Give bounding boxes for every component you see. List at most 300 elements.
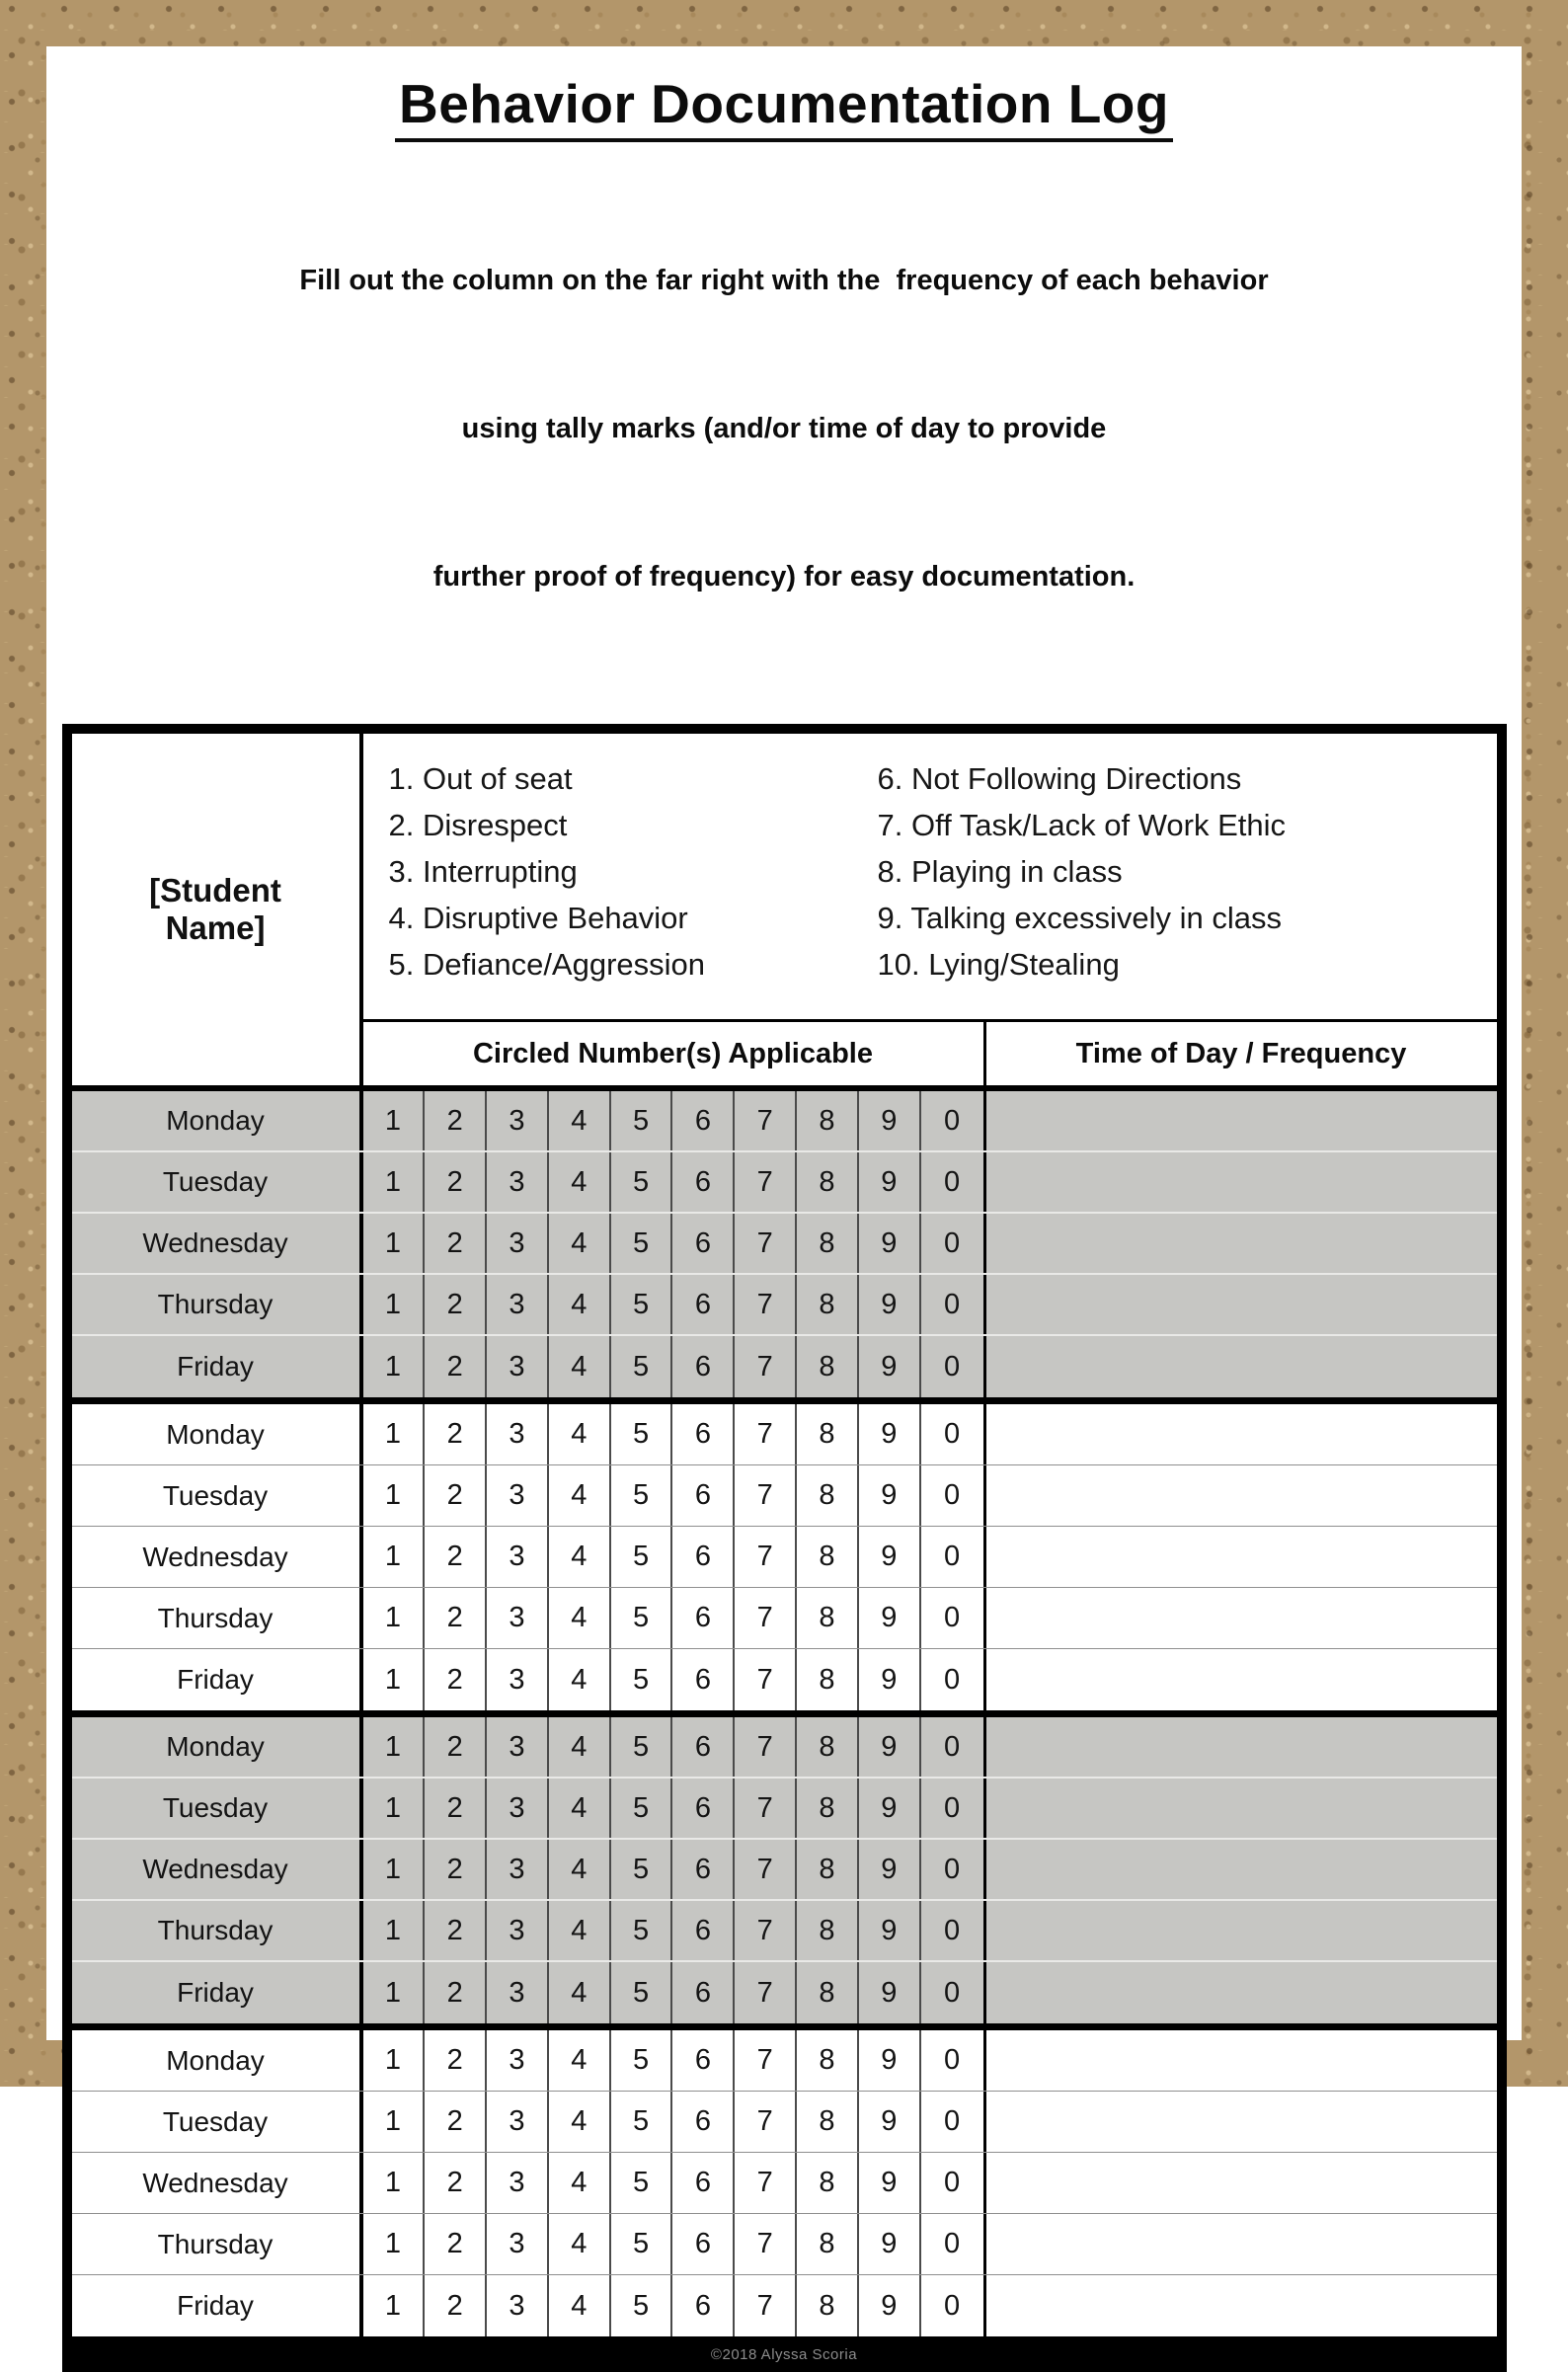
circle-number-4[interactable]: 4 bbox=[549, 1404, 611, 1464]
circle-number-2[interactable]: 2 bbox=[425, 2092, 487, 2152]
circle-number-7[interactable]: 7 bbox=[735, 1465, 797, 1526]
circle-number-0[interactable]: 0 bbox=[921, 1465, 983, 1526]
circle-number-8[interactable]: 8 bbox=[797, 1779, 859, 1838]
circle-number-9[interactable]: 9 bbox=[859, 2214, 921, 2274]
circle-number-3[interactable]: 3 bbox=[487, 1404, 549, 1464]
circled-numbers-cell bbox=[363, 1404, 986, 1464]
circle-number-9[interactable]: 9 bbox=[859, 2092, 921, 2152]
day-label: Thursday bbox=[72, 1901, 363, 1960]
behavior-list-left bbox=[389, 755, 878, 1019]
behavior-item: 2. Disrespect bbox=[389, 802, 878, 848]
circle-number-4[interactable]: 4 bbox=[549, 1717, 611, 1777]
day-label: Tuesday bbox=[72, 1465, 363, 1526]
circle-number-8[interactable]: 8 bbox=[797, 2153, 859, 2213]
circle-number-9[interactable]: 9 bbox=[859, 1404, 921, 1464]
circle-number-5[interactable]: 5 bbox=[611, 1527, 673, 1587]
circle-number-8[interactable]: 8 bbox=[797, 2275, 859, 2336]
circle-number-0[interactable]: 0 bbox=[921, 1152, 983, 1212]
frequency-cell[interactable] bbox=[986, 2214, 1497, 2274]
circle-number-4[interactable]: 4 bbox=[549, 1275, 611, 1334]
circle-number-1[interactable]: 1 bbox=[363, 1717, 426, 1777]
circle-number-7[interactable]: 7 bbox=[735, 1779, 797, 1838]
circle-number-6[interactable]: 6 bbox=[672, 2214, 735, 2274]
circle-number-2[interactable]: 2 bbox=[425, 1962, 487, 2023]
circle-number-0[interactable]: 0 bbox=[921, 1962, 983, 2023]
day-row bbox=[72, 1091, 1497, 1152]
circle-number-6[interactable]: 6 bbox=[672, 1214, 735, 1273]
circle-number-1[interactable]: 1 bbox=[363, 1962, 426, 2023]
circle-number-4[interactable]: 4 bbox=[549, 2214, 611, 2274]
circle-number-5[interactable]: 5 bbox=[611, 1901, 673, 1960]
behavior-item: 1. Out of seat bbox=[389, 755, 878, 802]
circle-number-5[interactable]: 5 bbox=[611, 2153, 673, 2213]
day-row bbox=[72, 1527, 1497, 1588]
frequency-cell[interactable] bbox=[986, 1214, 1497, 1273]
circle-number-4[interactable]: 4 bbox=[549, 1779, 611, 1838]
circle-number-6[interactable]: 6 bbox=[672, 1152, 735, 1212]
circle-number-9[interactable]: 9 bbox=[859, 1962, 921, 2023]
circle-number-4[interactable]: 4 bbox=[549, 1840, 611, 1899]
circle-number-0[interactable]: 0 bbox=[921, 2275, 983, 2336]
circle-number-5[interactable]: 5 bbox=[611, 1717, 673, 1777]
circle-number-3[interactable]: 3 bbox=[487, 2092, 549, 2152]
circle-number-5[interactable]: 5 bbox=[611, 2030, 673, 2091]
frequency-cell[interactable] bbox=[986, 1901, 1497, 1960]
frequency-cell[interactable] bbox=[986, 1091, 1497, 1150]
day-label: Wednesday bbox=[72, 1840, 363, 1899]
frequency-cell[interactable] bbox=[986, 1527, 1497, 1587]
instructions-text bbox=[46, 157, 1522, 700]
frequency-cell[interactable] bbox=[986, 1152, 1497, 1212]
circle-number-2[interactable]: 2 bbox=[425, 1588, 487, 1648]
circled-numbers-cell bbox=[363, 1336, 986, 1397]
circle-number-7[interactable]: 7 bbox=[735, 2030, 797, 2091]
frequency-cell[interactable] bbox=[986, 2030, 1497, 2091]
circle-number-2[interactable]: 2 bbox=[425, 2275, 487, 2336]
frequency-cell[interactable] bbox=[986, 1275, 1497, 1334]
circle-number-5[interactable]: 5 bbox=[611, 2275, 673, 2336]
day-row bbox=[72, 2092, 1497, 2153]
week-block-1 bbox=[72, 1091, 1497, 1404]
circle-number-7[interactable]: 7 bbox=[735, 1717, 797, 1777]
day-label: Wednesday bbox=[72, 1214, 363, 1273]
circled-numbers-cell bbox=[363, 1152, 986, 1212]
circle-number-0[interactable]: 0 bbox=[921, 1336, 983, 1397]
table-header bbox=[72, 734, 1497, 1091]
circle-number-5[interactable]: 5 bbox=[611, 1404, 673, 1464]
circle-number-0[interactable]: 0 bbox=[921, 1901, 983, 1960]
circle-number-5[interactable]: 5 bbox=[611, 1091, 673, 1150]
circle-number-0[interactable]: 0 bbox=[921, 1527, 983, 1587]
circle-number-7[interactable]: 7 bbox=[735, 2153, 797, 2213]
circled-numbers-cell bbox=[363, 2030, 986, 2091]
circle-number-4[interactable]: 4 bbox=[549, 1465, 611, 1526]
circle-number-8[interactable]: 8 bbox=[797, 2092, 859, 2152]
circle-number-1[interactable]: 1 bbox=[363, 1527, 426, 1587]
behavior-item: 3. Interrupting bbox=[389, 848, 878, 895]
day-label: Thursday bbox=[72, 2214, 363, 2274]
circle-number-3[interactable]: 3 bbox=[487, 1152, 549, 1212]
circle-number-6[interactable]: 6 bbox=[672, 2092, 735, 2152]
circle-number-2[interactable]: 2 bbox=[425, 1336, 487, 1397]
day-label: Wednesday bbox=[72, 1527, 363, 1587]
day-row bbox=[72, 1336, 1497, 1397]
circled-numbers-cell bbox=[363, 2092, 986, 2152]
circle-number-2[interactable]: 2 bbox=[425, 1275, 487, 1334]
circle-number-9[interactable]: 9 bbox=[859, 1152, 921, 1212]
circle-number-2[interactable]: 2 bbox=[425, 1840, 487, 1899]
table-footer-bar bbox=[72, 2336, 1497, 2372]
circle-number-1[interactable]: 1 bbox=[363, 1465, 426, 1526]
circle-number-4[interactable]: 4 bbox=[549, 2153, 611, 2213]
circled-numbers-cell bbox=[363, 1840, 986, 1899]
circle-number-8[interactable]: 8 bbox=[797, 1588, 859, 1648]
circle-number-5[interactable]: 5 bbox=[611, 1840, 673, 1899]
circle-number-6[interactable]: 6 bbox=[672, 1649, 735, 1710]
day-row bbox=[72, 1152, 1497, 1214]
day-label: Friday bbox=[72, 2275, 363, 2336]
circle-number-4[interactable]: 4 bbox=[549, 1336, 611, 1397]
circle-number-8[interactable]: 8 bbox=[797, 1840, 859, 1899]
circle-number-3[interactable]: 3 bbox=[487, 1588, 549, 1648]
circle-number-3[interactable]: 3 bbox=[487, 1527, 549, 1587]
circle-number-9[interactable]: 9 bbox=[859, 1901, 921, 1960]
circle-number-8[interactable]: 8 bbox=[797, 1275, 859, 1334]
day-row bbox=[72, 2275, 1497, 2336]
circle-number-1[interactable]: 1 bbox=[363, 2092, 426, 2152]
frequency-cell[interactable] bbox=[986, 1649, 1497, 1710]
student-name-cell[interactable]: [Student Name] bbox=[72, 734, 363, 1085]
circle-number-5[interactable]: 5 bbox=[611, 1779, 673, 1838]
circle-number-0[interactable]: 0 bbox=[921, 1275, 983, 1334]
circle-number-8[interactable]: 8 bbox=[797, 1649, 859, 1710]
circle-number-5[interactable]: 5 bbox=[611, 1336, 673, 1397]
day-label: Thursday bbox=[72, 1275, 363, 1334]
title-block bbox=[46, 72, 1522, 700]
circle-number-7[interactable]: 7 bbox=[735, 1840, 797, 1899]
circled-numbers-cell bbox=[363, 2275, 986, 2336]
circle-number-5[interactable]: 5 bbox=[611, 1465, 673, 1526]
document-page bbox=[46, 46, 1522, 2040]
circle-number-1[interactable]: 1 bbox=[363, 2214, 426, 2274]
copyright-credit: ©2018 Alyssa Scoria bbox=[711, 2346, 857, 2363]
circle-number-1[interactable]: 1 bbox=[363, 1091, 426, 1150]
frequency-cell[interactable] bbox=[986, 1465, 1497, 1526]
circle-number-0[interactable]: 0 bbox=[921, 1717, 983, 1777]
circle-number-3[interactable]: 3 bbox=[487, 1214, 549, 1273]
circle-number-5[interactable]: 5 bbox=[611, 2214, 673, 2274]
circle-number-4[interactable]: 4 bbox=[549, 2092, 611, 2152]
frequency-cell[interactable] bbox=[986, 1336, 1497, 1397]
circle-number-1[interactable]: 1 bbox=[363, 1649, 426, 1710]
circle-number-6[interactable]: 6 bbox=[672, 1901, 735, 1960]
circled-numbers-cell bbox=[363, 1091, 986, 1150]
circle-number-8[interactable]: 8 bbox=[797, 2030, 859, 2091]
circle-number-9[interactable]: 9 bbox=[859, 1214, 921, 1273]
circle-number-7[interactable]: 7 bbox=[735, 2092, 797, 2152]
circle-number-7[interactable]: 7 bbox=[735, 1275, 797, 1334]
circle-number-7[interactable]: 7 bbox=[735, 2275, 797, 2336]
circle-number-4[interactable]: 4 bbox=[549, 1091, 611, 1150]
day-label: Tuesday bbox=[72, 2092, 363, 2152]
circled-numbers-cell bbox=[363, 1779, 986, 1838]
circle-number-0[interactable]: 0 bbox=[921, 1649, 983, 1710]
circle-number-9[interactable]: 9 bbox=[859, 1717, 921, 1777]
circle-number-3[interactable]: 3 bbox=[487, 1275, 549, 1334]
circle-number-3[interactable]: 3 bbox=[487, 2153, 549, 2213]
circle-number-0[interactable]: 0 bbox=[921, 1091, 983, 1150]
circle-number-2[interactable]: 2 bbox=[425, 1901, 487, 1960]
behavior-item: 8. Playing in class bbox=[878, 848, 1497, 895]
circle-number-6[interactable]: 6 bbox=[672, 1840, 735, 1899]
circle-number-1[interactable]: 1 bbox=[363, 1840, 426, 1899]
circle-number-8[interactable]: 8 bbox=[797, 1717, 859, 1777]
circle-number-2[interactable]: 2 bbox=[425, 2030, 487, 2091]
frequency-cell[interactable] bbox=[986, 2153, 1497, 2213]
day-label: Friday bbox=[72, 1336, 363, 1397]
circle-number-4[interactable]: 4 bbox=[549, 1962, 611, 2023]
circle-number-3[interactable]: 3 bbox=[487, 1779, 549, 1838]
circle-number-8[interactable]: 8 bbox=[797, 1901, 859, 1960]
circle-number-6[interactable]: 6 bbox=[672, 1962, 735, 2023]
circle-number-3[interactable]: 3 bbox=[487, 1962, 549, 2023]
day-label: Monday bbox=[72, 1091, 363, 1150]
circle-number-6[interactable]: 6 bbox=[672, 1717, 735, 1777]
circle-number-6[interactable]: 6 bbox=[672, 1091, 735, 1150]
week-block-2 bbox=[72, 1404, 1497, 1717]
frequency-cell[interactable] bbox=[986, 2275, 1497, 2336]
behavior-item: 6. Not Following Directions bbox=[878, 755, 1497, 802]
circle-number-8[interactable]: 8 bbox=[797, 1336, 859, 1397]
circle-number-4[interactable]: 4 bbox=[549, 1588, 611, 1648]
circle-number-8[interactable]: 8 bbox=[797, 1465, 859, 1526]
circle-number-1[interactable]: 1 bbox=[363, 2030, 426, 2091]
circle-number-2[interactable]: 2 bbox=[425, 1779, 487, 1838]
day-label: Monday bbox=[72, 2030, 363, 2091]
circled-numbers-cell bbox=[363, 1214, 986, 1273]
circle-number-7[interactable]: 7 bbox=[735, 1336, 797, 1397]
circle-number-0[interactable]: 0 bbox=[921, 2214, 983, 2274]
circle-number-8[interactable]: 8 bbox=[797, 1091, 859, 1150]
circle-number-6[interactable]: 6 bbox=[672, 1779, 735, 1838]
circle-number-9[interactable]: 9 bbox=[859, 2153, 921, 2213]
day-row bbox=[72, 1588, 1497, 1649]
circle-number-3[interactable]: 3 bbox=[487, 1091, 549, 1150]
week-block-4 bbox=[72, 2030, 1497, 2336]
circle-number-1[interactable]: 1 bbox=[363, 2275, 426, 2336]
circle-number-9[interactable]: 9 bbox=[859, 2275, 921, 2336]
circle-number-1[interactable]: 1 bbox=[363, 1901, 426, 1960]
circle-number-5[interactable]: 5 bbox=[611, 1962, 673, 2023]
day-label: Friday bbox=[72, 1962, 363, 2023]
circle-number-3[interactable]: 3 bbox=[487, 2030, 549, 2091]
day-row bbox=[72, 1465, 1497, 1527]
circle-number-3[interactable]: 3 bbox=[487, 1840, 549, 1899]
circle-number-4[interactable]: 4 bbox=[549, 1527, 611, 1587]
circle-number-7[interactable]: 7 bbox=[735, 1588, 797, 1648]
circle-number-0[interactable]: 0 bbox=[921, 1214, 983, 1273]
circle-number-4[interactable]: 4 bbox=[549, 1901, 611, 1960]
circle-number-8[interactable]: 8 bbox=[797, 2214, 859, 2274]
circled-numbers-cell bbox=[363, 1962, 986, 2023]
circled-numbers-header: Circled Number(s) Applicable bbox=[363, 1022, 986, 1085]
circle-number-6[interactable]: 6 bbox=[672, 1275, 735, 1334]
circled-numbers-cell bbox=[363, 2214, 986, 2274]
circle-number-6[interactable]: 6 bbox=[672, 1336, 735, 1397]
behavior-item: 5. Defiance/Aggression bbox=[389, 941, 878, 988]
circle-number-2[interactable]: 2 bbox=[425, 1152, 487, 1212]
frequency-cell[interactable] bbox=[986, 1404, 1497, 1464]
circle-number-8[interactable]: 8 bbox=[797, 1152, 859, 1212]
page-title: Behavior Documentation Log bbox=[46, 72, 1522, 135]
circle-number-9[interactable]: 9 bbox=[859, 1336, 921, 1397]
circle-number-9[interactable]: 9 bbox=[859, 1527, 921, 1587]
instructions-line-2: using tally marks (and/or time of day to provide bbox=[46, 404, 1522, 453]
circle-number-7[interactable]: 7 bbox=[735, 1527, 797, 1587]
circle-number-9[interactable]: 9 bbox=[859, 1275, 921, 1334]
circle-number-3[interactable]: 3 bbox=[487, 2275, 549, 2336]
circle-number-7[interactable]: 7 bbox=[735, 2214, 797, 2274]
circle-number-6[interactable]: 6 bbox=[672, 2275, 735, 2336]
day-row bbox=[72, 1275, 1497, 1336]
circle-number-4[interactable]: 4 bbox=[549, 2275, 611, 2336]
circle-number-4[interactable]: 4 bbox=[549, 1214, 611, 1273]
frequency-cell[interactable] bbox=[986, 2092, 1497, 2152]
circled-numbers-cell bbox=[363, 1717, 986, 1777]
circle-number-8[interactable]: 8 bbox=[797, 1404, 859, 1464]
circle-number-1[interactable]: 1 bbox=[363, 1152, 426, 1212]
circle-number-9[interactable]: 9 bbox=[859, 1649, 921, 1710]
circle-number-2[interactable]: 2 bbox=[425, 1717, 487, 1777]
instructions-line-1: Fill out the column on the far right with the frequency of each behavior bbox=[46, 256, 1522, 305]
circle-number-6[interactable]: 6 bbox=[672, 1465, 735, 1526]
circle-number-6[interactable]: 6 bbox=[672, 1527, 735, 1587]
circle-number-2[interactable]: 2 bbox=[425, 2153, 487, 2213]
behavior-item: 9. Talking excessively in class bbox=[878, 895, 1497, 941]
circle-number-1[interactable]: 1 bbox=[363, 1588, 426, 1648]
circle-number-9[interactable]: 9 bbox=[859, 2030, 921, 2091]
circle-number-2[interactable]: 2 bbox=[425, 1465, 487, 1526]
circle-number-1[interactable]: 1 bbox=[363, 1336, 426, 1397]
frequency-cell[interactable] bbox=[986, 1779, 1497, 1838]
circle-number-1[interactable]: 1 bbox=[363, 1779, 426, 1838]
day-label: Tuesday bbox=[72, 1152, 363, 1212]
circle-number-7[interactable]: 7 bbox=[735, 1214, 797, 1273]
circle-number-5[interactable]: 5 bbox=[611, 1214, 673, 1273]
circle-number-1[interactable]: 1 bbox=[363, 1404, 426, 1464]
circle-number-3[interactable]: 3 bbox=[487, 1465, 549, 1526]
circle-number-7[interactable]: 7 bbox=[735, 1649, 797, 1710]
circle-number-5[interactable]: 5 bbox=[611, 2092, 673, 2152]
circle-number-0[interactable]: 0 bbox=[921, 2153, 983, 2213]
circle-number-9[interactable]: 9 bbox=[859, 1091, 921, 1150]
circle-number-3[interactable]: 3 bbox=[487, 1336, 549, 1397]
circled-numbers-cell bbox=[363, 1527, 986, 1587]
circle-number-2[interactable]: 2 bbox=[425, 2214, 487, 2274]
circle-number-3[interactable]: 3 bbox=[487, 1649, 549, 1710]
circle-number-8[interactable]: 8 bbox=[797, 1214, 859, 1273]
circle-number-0[interactable]: 0 bbox=[921, 1588, 983, 1648]
circled-numbers-cell bbox=[363, 1465, 986, 1526]
circle-number-3[interactable]: 3 bbox=[487, 1901, 549, 1960]
circle-number-9[interactable]: 9 bbox=[859, 1588, 921, 1648]
circle-number-9[interactable]: 9 bbox=[859, 1779, 921, 1838]
circle-number-0[interactable]: 0 bbox=[921, 2030, 983, 2091]
circle-number-7[interactable]: 7 bbox=[735, 1152, 797, 1212]
circle-number-0[interactable]: 0 bbox=[921, 1404, 983, 1464]
day-row bbox=[72, 1840, 1497, 1901]
frequency-cell[interactable] bbox=[986, 1962, 1497, 2023]
circle-number-2[interactable]: 2 bbox=[425, 1404, 487, 1464]
circle-number-1[interactable]: 1 bbox=[363, 1214, 426, 1273]
circle-number-7[interactable]: 7 bbox=[735, 1091, 797, 1150]
circle-number-4[interactable]: 4 bbox=[549, 1152, 611, 1212]
behavior-log-table bbox=[62, 724, 1507, 2372]
behavior-item: 4. Disruptive Behavior bbox=[389, 895, 878, 941]
circle-number-4[interactable]: 4 bbox=[549, 1649, 611, 1710]
instructions-line-3: further proof of frequency) for easy documentation. bbox=[46, 552, 1522, 601]
circle-number-9[interactable]: 9 bbox=[859, 1840, 921, 1899]
circle-number-2[interactable]: 2 bbox=[425, 1091, 487, 1150]
circle-number-6[interactable]: 6 bbox=[672, 2153, 735, 2213]
circled-numbers-cell bbox=[363, 1901, 986, 1960]
day-row bbox=[72, 2214, 1497, 2275]
circle-number-0[interactable]: 0 bbox=[921, 2092, 983, 2152]
week-block-3 bbox=[72, 1717, 1497, 2030]
day-label: Thursday bbox=[72, 1588, 363, 1648]
behavior-key bbox=[363, 734, 1497, 1022]
circle-number-6[interactable]: 6 bbox=[672, 2030, 735, 2091]
circle-number-7[interactable]: 7 bbox=[735, 1901, 797, 1960]
circle-number-5[interactable]: 5 bbox=[611, 1275, 673, 1334]
circle-number-7[interactable]: 7 bbox=[735, 1962, 797, 2023]
day-row bbox=[72, 1779, 1497, 1840]
day-label: Tuesday bbox=[72, 1779, 363, 1838]
circle-number-2[interactable]: 2 bbox=[425, 1527, 487, 1587]
circle-number-3[interactable]: 3 bbox=[487, 2214, 549, 2274]
circle-number-6[interactable]: 6 bbox=[672, 1588, 735, 1648]
circle-number-5[interactable]: 5 bbox=[611, 1649, 673, 1710]
behavior-list-right bbox=[878, 755, 1497, 1019]
frequency-cell[interactable] bbox=[986, 1840, 1497, 1899]
circle-number-4[interactable]: 4 bbox=[549, 2030, 611, 2091]
circle-number-5[interactable]: 5 bbox=[611, 1152, 673, 1212]
circle-number-2[interactable]: 2 bbox=[425, 1214, 487, 1273]
weeks-container bbox=[72, 1091, 1497, 2336]
circle-number-0[interactable]: 0 bbox=[921, 1840, 983, 1899]
circled-numbers-cell bbox=[363, 2153, 986, 2213]
circle-number-1[interactable]: 1 bbox=[363, 2153, 426, 2213]
circled-numbers-cell bbox=[363, 1275, 986, 1334]
frequency-cell[interactable] bbox=[986, 1588, 1497, 1648]
circle-number-7[interactable]: 7 bbox=[735, 1404, 797, 1464]
circle-number-6[interactable]: 6 bbox=[672, 1404, 735, 1464]
circle-number-8[interactable]: 8 bbox=[797, 1962, 859, 2023]
day-row bbox=[72, 1404, 1497, 1465]
frequency-cell[interactable] bbox=[986, 1717, 1497, 1777]
circle-number-3[interactable]: 3 bbox=[487, 1717, 549, 1777]
behavior-item: 7. Off Task/Lack of Work Ethic bbox=[878, 802, 1497, 848]
circled-numbers-cell bbox=[363, 1588, 986, 1648]
circle-number-8[interactable]: 8 bbox=[797, 1527, 859, 1587]
circle-number-9[interactable]: 9 bbox=[859, 1465, 921, 1526]
circled-numbers-cell bbox=[363, 1649, 986, 1710]
circle-number-0[interactable]: 0 bbox=[921, 1779, 983, 1838]
circle-number-1[interactable]: 1 bbox=[363, 1275, 426, 1334]
day-label: Monday bbox=[72, 1404, 363, 1464]
circle-number-5[interactable]: 5 bbox=[611, 1588, 673, 1648]
circle-number-2[interactable]: 2 bbox=[425, 1649, 487, 1710]
